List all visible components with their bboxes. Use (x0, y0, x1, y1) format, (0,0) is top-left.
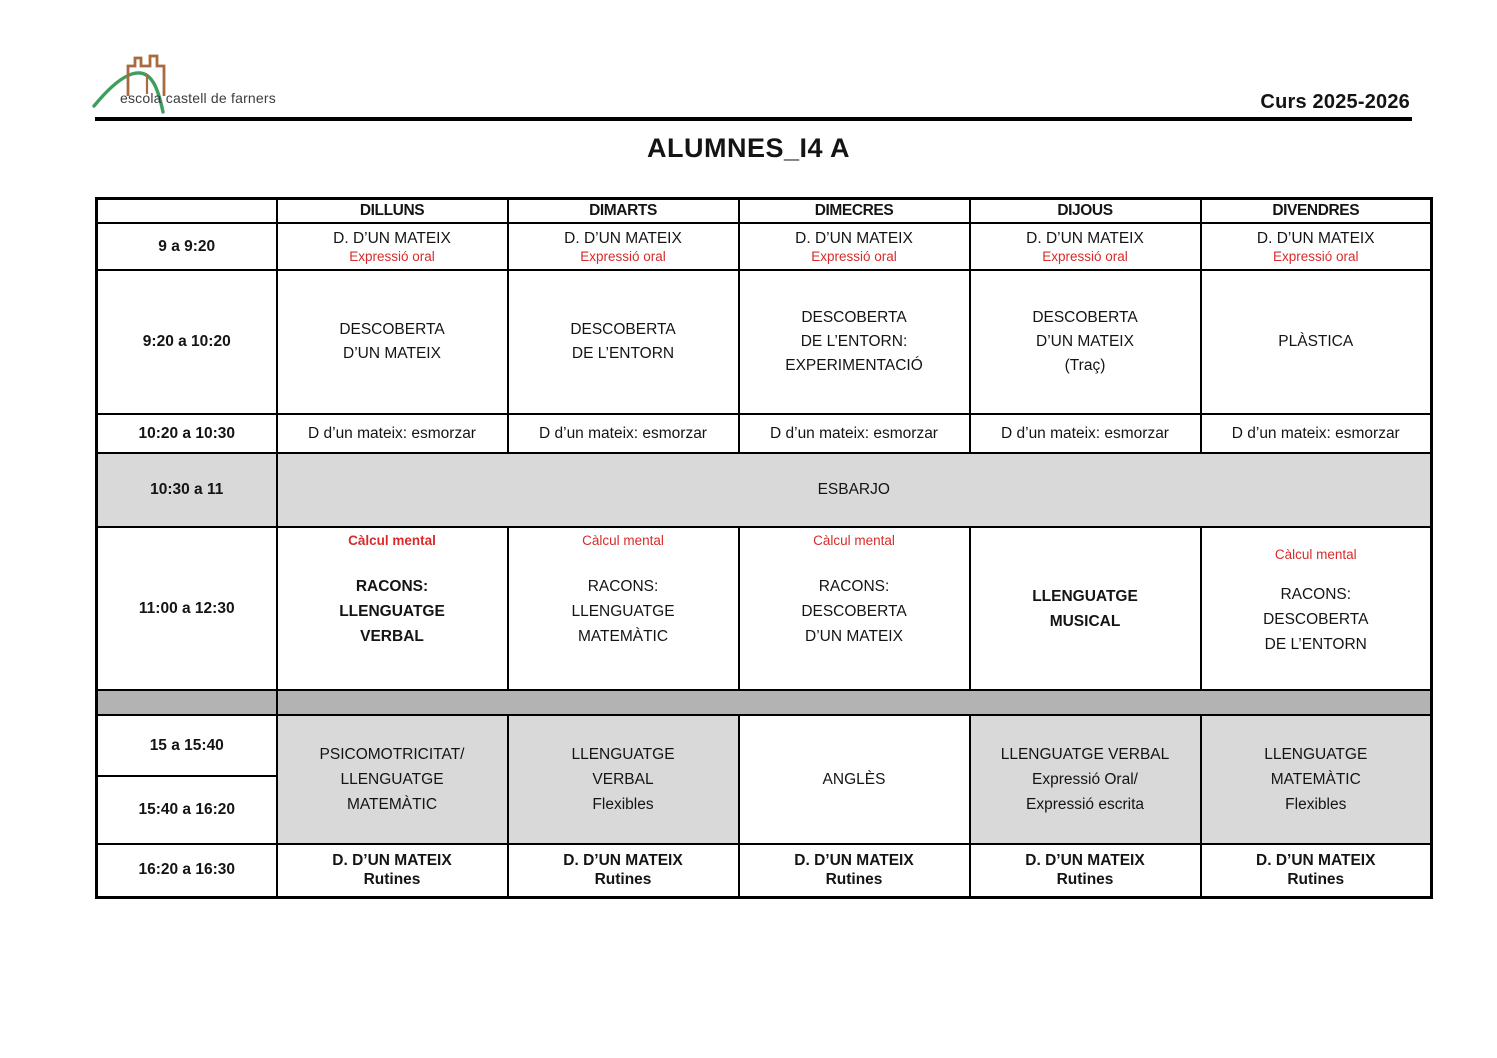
lesson-line: LLENGUATGE (571, 603, 675, 620)
day-header-row (97, 199, 1432, 224)
calcul-mental-label: Càlcul mental (813, 533, 895, 548)
lesson-title: D. D’UN MATEIX (1256, 229, 1375, 247)
lesson-cell (970, 270, 1201, 414)
lesson-cell (1201, 844, 1432, 897)
lesson-title (513, 742, 734, 817)
lesson-title (975, 584, 1196, 634)
lesson-title (1206, 582, 1427, 657)
lesson-cell (277, 844, 508, 897)
lesson-title (513, 318, 734, 366)
lesson-line: RACONS: (1280, 586, 1352, 603)
row-self-discovery (97, 223, 1432, 270)
lesson-cell (277, 527, 508, 690)
lesson-title: D. D’UN MATEIX (1025, 851, 1145, 869)
day-header-dimarts: DIMARTS (508, 199, 739, 224)
lesson-note: Rutines (825, 870, 883, 888)
lesson-cell (508, 270, 739, 414)
calcul-mental-label: Càlcul mental (582, 533, 664, 548)
time-header-empty (97, 199, 277, 224)
lesson-line: RACONS: (818, 578, 890, 595)
lesson-note: Expressió oral (580, 248, 666, 264)
lesson-title: D. D’UN MATEIX (795, 229, 913, 247)
lesson-cell (1201, 715, 1432, 844)
lesson-cell (739, 270, 970, 414)
row-late-morning (97, 527, 1432, 690)
time-cell: 15 a 15:40 (97, 715, 277, 776)
time-cell: 15:40 a 16:20 (97, 776, 277, 844)
lesson-cell (508, 527, 739, 690)
lesson-line: ANGLÈS (822, 771, 886, 788)
lesson-title (282, 318, 503, 366)
lesson-line: PSICOMOTRICITAT/ (319, 746, 465, 763)
lesson-title: D d’un mateix: esmorzar (770, 424, 938, 442)
lesson-line: DE L’ENTORN (1264, 636, 1367, 653)
lesson-note: Expressió oral (1272, 248, 1359, 264)
lesson-cell (1201, 527, 1432, 690)
calcul-mental-label: Càlcul mental (348, 533, 436, 548)
lesson-title (744, 306, 965, 378)
row-first-block (97, 270, 1432, 414)
lesson-title: D. D’UN MATEIX (1256, 851, 1376, 869)
lesson-line: LLENGUATGE (1264, 746, 1368, 763)
lesson-line: Flexibles (592, 796, 654, 813)
day-header-divendres: DIVENDRES (1201, 199, 1432, 224)
lesson-cell (508, 844, 739, 897)
page-title: ALUMNES_I4 A (646, 133, 851, 163)
timetable (95, 197, 1433, 899)
lesson-title (1206, 742, 1427, 817)
lesson-cell (970, 844, 1201, 897)
lesson-title (744, 574, 965, 649)
lesson-title (513, 574, 734, 649)
divider-row (97, 690, 1432, 715)
lesson-title: D d’un mateix: esmorzar (308, 424, 476, 442)
lesson-cell (277, 715, 508, 844)
lesson-line: PLÀSTICA (1278, 333, 1354, 350)
lesson-title: D. D’UN MATEIX (563, 851, 683, 869)
time-cell: 9:20 a 10:20 (97, 270, 277, 414)
lesson-line: MATEMÀTIC (346, 796, 438, 813)
lesson-note: Expressió oral (811, 248, 897, 264)
row-snack (97, 414, 1432, 453)
lesson-cell (970, 527, 1201, 690)
lesson-cell (277, 414, 508, 453)
lesson-line: DESCOBERTA (801, 309, 907, 326)
lesson-line: VERBAL (592, 771, 654, 788)
lesson-title: D d’un mateix: esmorzar (1001, 424, 1169, 442)
row-playground (97, 453, 1432, 527)
lesson-line: DESCOBERTA (570, 321, 676, 338)
lesson-cell (508, 715, 739, 844)
header-rule (95, 117, 1412, 121)
school-name: escola castell de farners (120, 90, 276, 106)
divider-cell (277, 690, 1432, 715)
lesson-line: LLENGUATGE (339, 603, 445, 620)
lesson-cell (508, 223, 739, 270)
lesson-title: D. D’UN MATEIX (1026, 229, 1144, 247)
lesson-title: D d’un mateix: esmorzar (539, 424, 707, 442)
lesson-line: EXPERIMENTACIÓ (785, 357, 923, 374)
lesson-title (282, 574, 503, 649)
lesson-line: LLENGUATGE (571, 746, 675, 763)
lesson-cell (739, 844, 970, 897)
lesson-line: VERBAL (360, 628, 424, 645)
lesson-line: D’UN MATEIX (1036, 333, 1134, 350)
lesson-cell (1201, 270, 1432, 414)
lesson-note: Expressió oral (1042, 248, 1128, 264)
time-cell: 11:00 a 12:30 (97, 527, 277, 690)
lesson-line: D’UN MATEIX (343, 345, 441, 362)
lesson-line: DESCOBERTA (1263, 611, 1369, 628)
row-end-routines (97, 844, 1432, 897)
lesson-line: Flexibles (1285, 796, 1347, 813)
time-cell: 9 a 9:20 (97, 223, 277, 270)
lesson-line: RACONS: (355, 578, 429, 595)
school-logo (90, 46, 330, 116)
lesson-title (975, 742, 1196, 817)
lesson-cell (739, 223, 970, 270)
lesson-note: Rutines (1056, 870, 1114, 888)
lesson-line: DESCOBERTA (339, 321, 445, 338)
lesson-cell (1201, 414, 1432, 453)
row-afternoon-1 (97, 715, 1432, 776)
time-cell: 16:20 a 16:30 (97, 844, 277, 897)
lesson-line: DESCOBERTA (801, 603, 907, 620)
lesson-line: (Traç) (1064, 357, 1106, 374)
lesson-note: Rutines (363, 870, 421, 888)
lesson-cell (508, 414, 739, 453)
divider-cell (97, 690, 277, 715)
lesson-cell (970, 223, 1201, 270)
lesson-line: MATEMÀTIC (577, 628, 669, 645)
lesson-title: D. D’UN MATEIX (333, 229, 451, 247)
lesson-cell (277, 270, 508, 414)
lesson-line: LLENGUATGE (340, 771, 444, 788)
lesson-title (1206, 330, 1427, 354)
lesson-title: D. D’UN MATEIX (332, 851, 452, 869)
time-cell: 10:20 a 10:30 (97, 414, 277, 453)
lesson-cell (739, 527, 970, 690)
playground-cell: ESBARJO (277, 453, 1432, 527)
lesson-line: LLENGUATGE VERBAL (1000, 746, 1170, 763)
day-header-dilluns: DILLUNS (277, 199, 508, 224)
course-label: Curs 2025-2026 (1260, 91, 1410, 113)
day-header-dimecres: DIMECRES (739, 199, 970, 224)
lesson-title: D. D’UN MATEIX (564, 229, 682, 247)
lesson-cell (739, 414, 970, 453)
lesson-note: Rutines (594, 870, 652, 888)
lesson-title: D d’un mateix: esmorzar (1231, 424, 1400, 442)
lesson-note: Rutines (1287, 870, 1345, 888)
lesson-line: MUSICAL (1049, 612, 1121, 630)
lesson-line: MATEMÀTIC (1270, 771, 1361, 788)
day-header-dijous: DIJOUS (970, 199, 1201, 224)
lesson-line: RACONS: (587, 578, 659, 595)
lesson-title (975, 306, 1196, 378)
lesson-line: LLENGUATGE (1032, 587, 1138, 605)
lesson-cell (739, 715, 970, 844)
lesson-line: DESCOBERTA (1032, 309, 1138, 326)
lesson-cell (277, 223, 508, 270)
lesson-note: Expressió oral (349, 248, 435, 264)
lesson-line: DE L’ENTORN: (800, 333, 908, 350)
lesson-title: D. D’UN MATEIX (794, 851, 914, 869)
lesson-title (744, 767, 965, 792)
lesson-line: D’UN MATEIX (805, 628, 903, 645)
lesson-title (282, 742, 503, 817)
lesson-cell (1201, 223, 1432, 270)
calcul-mental-label: Càlcul mental (1274, 547, 1357, 562)
time-cell: 10:30 a 11 (97, 453, 277, 527)
lesson-line: DE L’ENTORN (571, 345, 675, 362)
lesson-cell (970, 715, 1201, 844)
lesson-line: Expressió Oral/ (1032, 771, 1138, 788)
lesson-line: Expressió escrita (1025, 796, 1144, 813)
lesson-cell (970, 414, 1201, 453)
